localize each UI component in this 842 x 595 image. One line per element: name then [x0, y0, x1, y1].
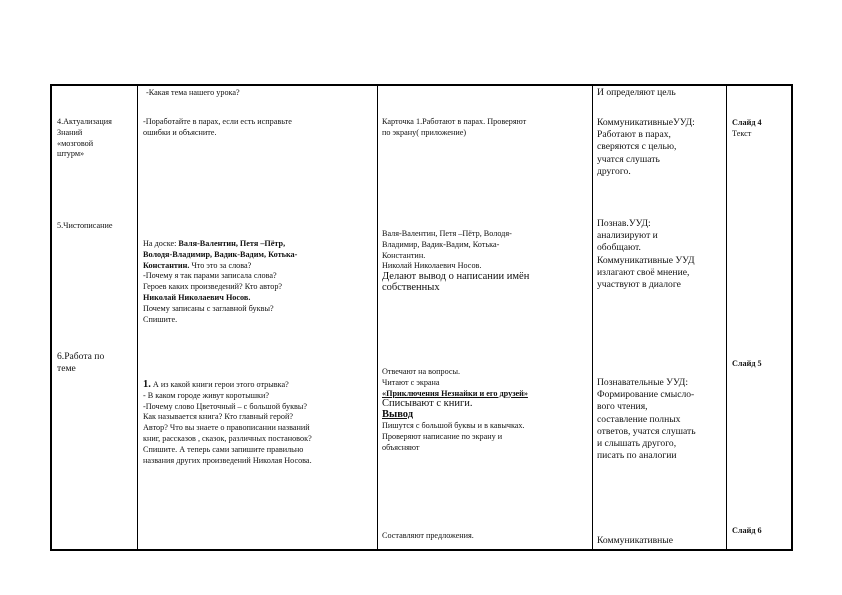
students-line: по экрану( приложение) — [382, 127, 467, 137]
stage-cell-4 — [57, 117, 112, 160]
students-cell-5 — [382, 229, 529, 294]
stage-line: штурм» — [57, 149, 85, 159]
teacher-line: - В каком городе живут коротышки? — [143, 390, 269, 400]
teacher-line: Как называется книга? Кто главный герой? — [143, 412, 294, 422]
teacher-line: Автор? Что вы знаете о правописании названий — [143, 423, 310, 433]
teacher-bold-text: Константин. — [143, 260, 190, 270]
uud-line: Познавательные УУД: — [597, 377, 688, 388]
students-line: Пишутся с большой буквы и в кавычках. — [382, 420, 525, 430]
slide-label: Слайд 5 — [732, 359, 762, 368]
teacher-line: -Почему слово Цветочный – с большой буквы? — [143, 401, 308, 411]
uud-line: Работают в парах, — [597, 129, 671, 141]
uud-line: Формирование смысло- — [597, 389, 695, 401]
uud-line: составление полных — [597, 413, 681, 425]
teacher-line — [143, 380, 312, 391]
teacher-line: Почему записаны с заглавной буквы? — [143, 303, 274, 313]
uud-line: Познав.УУД: — [597, 218, 651, 229]
stage-cell-5 — [57, 221, 113, 232]
uud-line: участвуют в диалоге — [597, 279, 681, 291]
teacher-bold-text: Валя-Валентин, Петя –Пётр, — [178, 239, 286, 248]
teacher-line: -Поработайте в парах, если есть исправьте — [143, 117, 292, 126]
uud-line: сверяются с целью, — [597, 141, 677, 153]
teacher-text: А из какой книги герои этого отрывка? — [150, 380, 289, 389]
table-right-border — [791, 84, 793, 551]
stage-line: 6.Работа по — [57, 351, 105, 362]
teacher-line: Володя-Владимир, Вадик-Вадим, Котька- — [143, 249, 298, 259]
stage-line: «мозговой — [57, 138, 94, 148]
uud-cell-5 — [597, 218, 695, 291]
task-number: 1. — [143, 379, 151, 390]
table-left-border — [50, 84, 52, 551]
uud-cell-6 — [597, 377, 696, 462]
notes-cell-4 — [732, 118, 762, 140]
uud-line: вого чтения, — [597, 401, 648, 413]
teacher-line: Спишите. — [143, 314, 178, 324]
uud-line: анализируют и — [597, 230, 658, 242]
students-line: Владимир, Вадик-Вадим, Котька- — [382, 239, 500, 249]
teacher-line: Николай Николаевич Носов. — [143, 292, 251, 302]
students-cell-7: Составляют предложения. — [382, 531, 474, 540]
uud-line: излагают своё мнение, — [597, 266, 690, 278]
students-line: объясняют — [382, 442, 420, 452]
students-line: Николай Николаевич Носов. — [382, 261, 482, 271]
teacher-line: Спишите. А теперь сами запишите правильно — [143, 444, 304, 454]
uud-line: и слышать другого, — [597, 438, 677, 450]
notes-line: Текст — [732, 128, 752, 138]
teacher-line — [143, 261, 297, 272]
uud-line: писать по аналогии — [597, 450, 677, 462]
stage-line: Знаний — [57, 127, 83, 137]
students-cell-6 — [382, 367, 528, 453]
teacher-cell-4 — [143, 117, 292, 139]
table-bottom-border — [50, 549, 793, 551]
students-line: Валя-Валентин, Петя –Пётр, Володя- — [382, 229, 512, 238]
students-line: Списывают с книги. — [382, 398, 473, 410]
teacher-line: названия других произведений Николая Носова. — [143, 455, 312, 465]
teacher-line: ошибки и объясните. — [143, 127, 217, 137]
stage-line: 5.Чистописание — [57, 221, 113, 230]
column-divider-2 — [377, 84, 378, 551]
students-line: Делают вывод о написании имён — [382, 271, 530, 283]
column-divider-1 — [137, 84, 138, 551]
students-line: Отвечают на вопросы. — [382, 367, 461, 376]
uud-line: учатся слушать — [597, 153, 660, 165]
teacher-cell-5 — [143, 239, 297, 325]
uud-line: Коммуникативные УУД — [597, 254, 695, 266]
slide-label: Слайд 6 — [732, 526, 762, 535]
teacher-text: Что это за слова? — [189, 260, 252, 270]
students-line: Карточка 1.Работают в парах. Проверяют — [382, 117, 527, 126]
teacher-question-top: -Какая тема нашего урока? — [146, 88, 240, 97]
uud-line: обобщают. — [597, 242, 641, 254]
stage-line: теме — [57, 363, 76, 375]
teacher-line — [143, 239, 297, 250]
students-line: Читают с экрана — [382, 377, 440, 387]
students-line: Константин. — [382, 250, 426, 260]
students-line: Проверяют написание по экрану и — [382, 431, 503, 441]
book-title: «Приключения Незнайки и его друзей» — [382, 388, 528, 398]
teacher-line: книг, рассказов , сказок, различных постановок? — [143, 433, 312, 443]
stage-line: 4.Актуализация — [57, 117, 112, 126]
column-divider-4 — [726, 84, 727, 551]
uud-top: И определяют цель — [597, 87, 676, 98]
teacher-text: На доске: — [143, 239, 179, 248]
students-line: собственных — [382, 281, 440, 293]
slide-label: Слайд 4 — [732, 118, 762, 127]
uud-line: ответов, учатся слушать — [597, 425, 696, 437]
uud-cell-7: Коммуникативные — [597, 535, 673, 546]
uud-line: КоммуникативныеУУД: — [597, 117, 695, 128]
teacher-line: Героев каких произведений? Кто автор? — [143, 282, 283, 292]
stage-cell-6 — [57, 351, 104, 375]
uud-line: другого. — [597, 165, 631, 177]
teacher-line: -Почему я так парами записала слова? — [143, 271, 277, 281]
column-divider-3 — [592, 84, 593, 551]
notes-cell-6 — [732, 359, 762, 370]
table-top-border — [50, 84, 793, 86]
uud-cell-4 — [597, 117, 695, 178]
teacher-cell-6 — [143, 380, 312, 466]
students-cell-4 — [382, 117, 526, 139]
conclusion-label: Вывод — [382, 409, 414, 421]
